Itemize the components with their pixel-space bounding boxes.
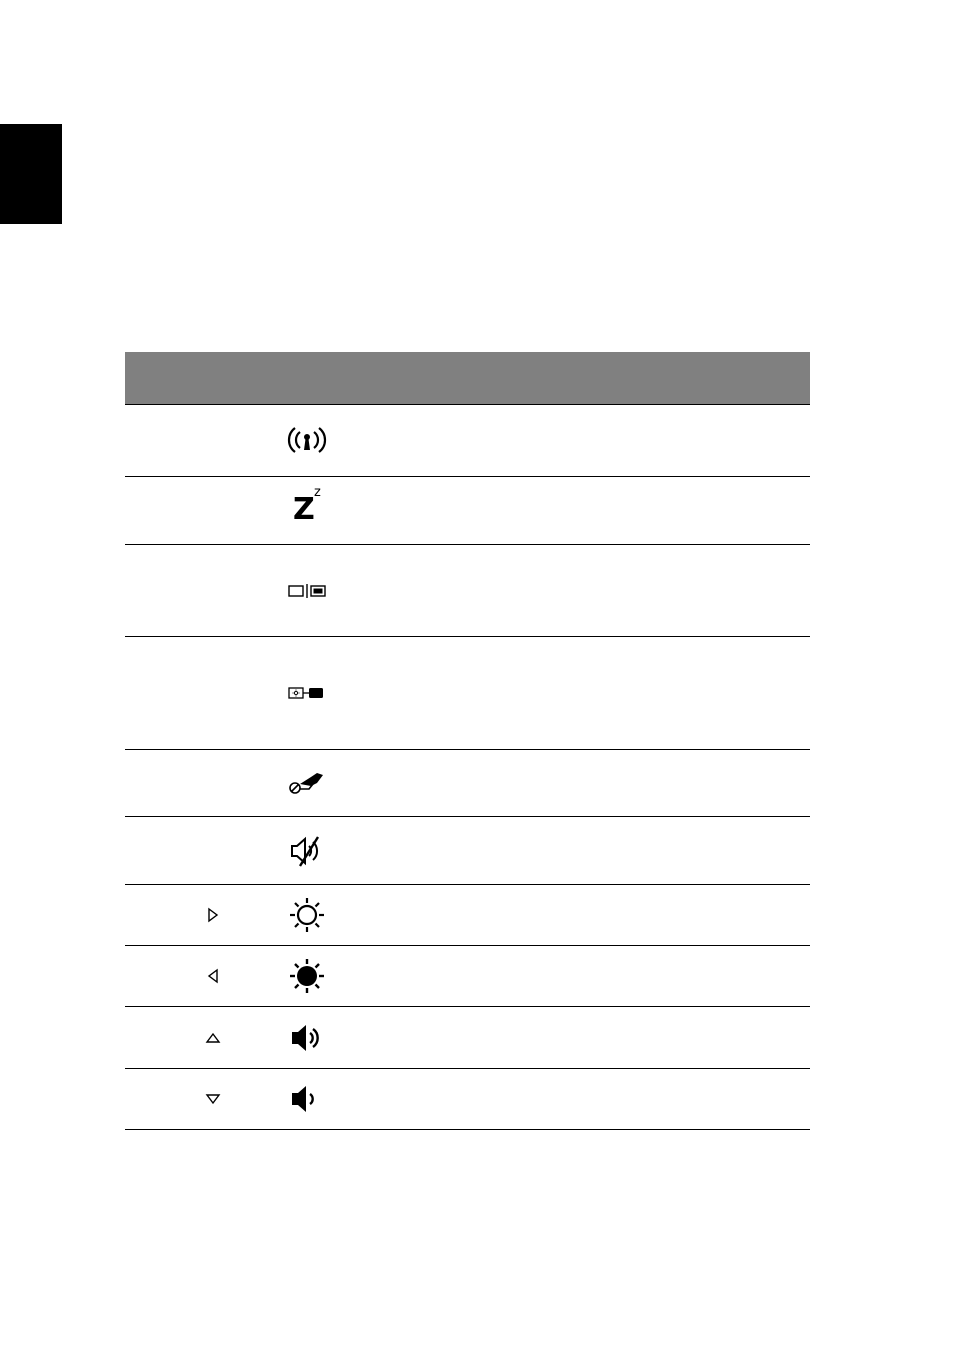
display-toggle-icon	[285, 571, 329, 611]
speaker-mute-icon	[285, 831, 329, 871]
volume-down-icon	[285, 1079, 329, 1119]
table-row	[125, 817, 810, 885]
arrow-down-icon	[203, 1089, 223, 1109]
table-row	[125, 545, 810, 637]
sleep-icon: Z z	[293, 484, 321, 527]
table-row	[125, 477, 810, 545]
brightness-up-icon	[285, 895, 329, 935]
volume-up-icon	[285, 1018, 329, 1058]
arrow-left-icon	[203, 966, 223, 986]
language-tab-marker	[0, 124, 62, 224]
brightness-down-icon	[285, 956, 329, 996]
table-row	[125, 885, 810, 946]
table-header	[125, 352, 810, 405]
arrow-right-icon	[203, 905, 223, 925]
wireless-icon	[285, 421, 329, 461]
table-row	[125, 1069, 810, 1130]
arrow-up-icon	[203, 1028, 223, 1048]
table-row	[125, 405, 810, 477]
table-row	[125, 750, 810, 817]
touchpad-toggle-icon	[285, 763, 329, 803]
table-row	[125, 637, 810, 750]
table-row	[125, 1007, 810, 1069]
table-row	[125, 946, 810, 1007]
hotkey-table	[125, 352, 810, 1130]
screen-blank-icon	[285, 673, 329, 713]
